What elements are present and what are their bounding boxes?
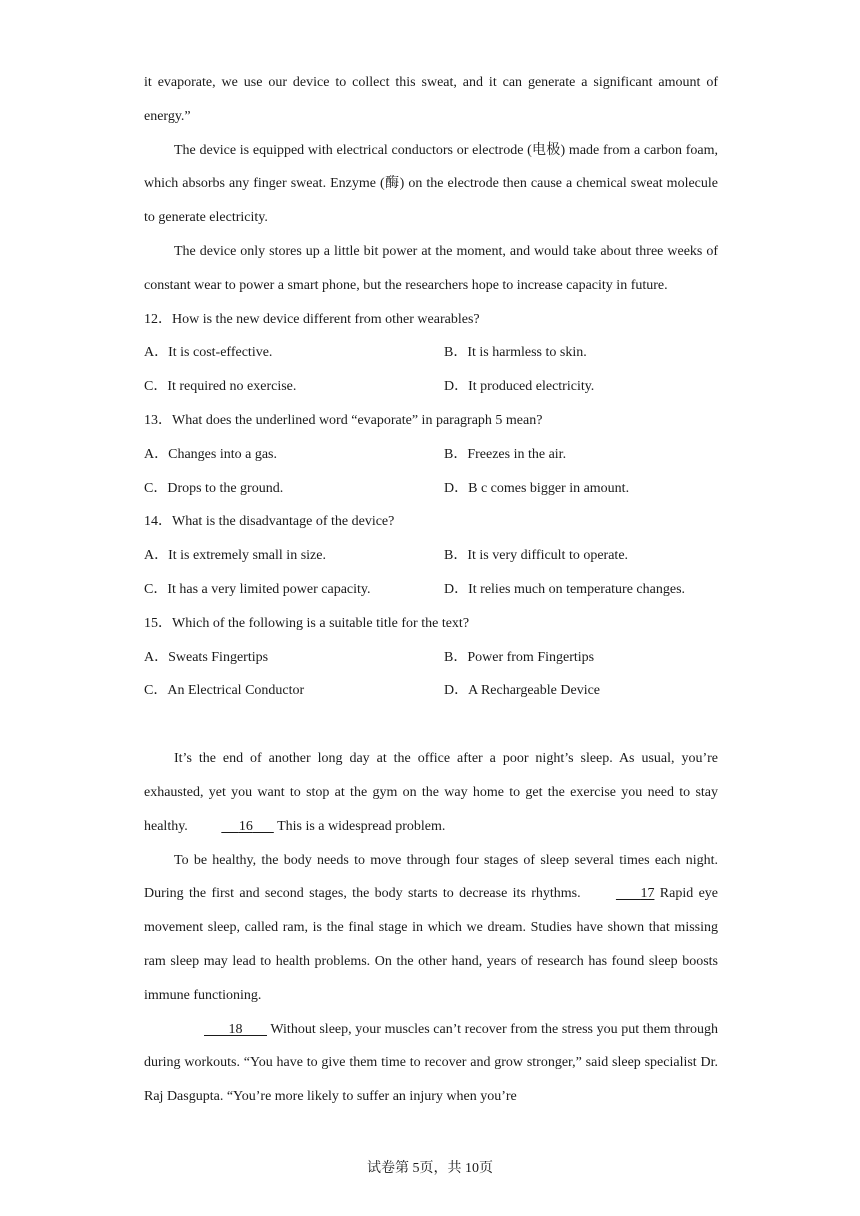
passage-text: It’s the end of another long day at the office after a poor night’s sleep. As usual, you’re exhausted, yet you want to stop at the gym on the way home to get the exercise you need to stay healthy. (144, 751, 718, 834)
option-c: C．It required no exercise. (144, 379, 297, 395)
page-footer: 试卷第 5页，共 10页 (367, 1161, 493, 1176)
blank-16[interactable] (191, 810, 274, 844)
question-options (144, 336, 718, 404)
page-content (144, 66, 718, 1114)
question-14 (144, 505, 718, 606)
option-b: B．Freezes in the air. (444, 446, 567, 462)
question-15 (144, 607, 718, 708)
passage-paragraph (144, 742, 718, 843)
option-a: A．Sweats Fingertips (144, 649, 269, 665)
question-13 (144, 404, 718, 505)
option-d: D．A Rechargeable Device (444, 683, 601, 699)
option-d: D．B c comes bigger in amount. (444, 480, 630, 496)
option-a: A．It is cost-effective. (144, 345, 273, 361)
question-stem: 12．How is the new device different from other wearables? (144, 311, 480, 327)
blank-18[interactable] (174, 1013, 267, 1047)
blank-number: 18 (228, 1021, 243, 1037)
option-c: C．Drops to the ground. (144, 480, 284, 496)
question-options (144, 641, 718, 709)
option-b: B．It is very difficult to operate. (444, 548, 629, 564)
passage-text: This is a widespread problem. (277, 818, 446, 834)
question-stem: 15．Which of the following is a suitable title for the text? (144, 615, 470, 631)
passage-paragraph (144, 1013, 718, 1114)
passage-paragraph (144, 235, 718, 303)
blank-number: 16 (238, 818, 253, 834)
passage-paragraph (144, 66, 718, 134)
blank-17[interactable] (586, 877, 655, 911)
option-b: B．It is harmless to skin. (444, 345, 587, 361)
question-stem: 13．What does the underlined word “evaporate” in paragraph 5 mean? (144, 412, 543, 428)
option-a: A．Changes into a gas. (144, 446, 277, 462)
passage-paragraph (144, 134, 718, 235)
option-d: D．It relies much on temperature changes. (444, 581, 686, 597)
option-d: D．It produced electricity. (444, 379, 595, 395)
passage-text: The device only stores up a little bit power at the moment, and would take about three weeks of constant wear to power a smart phone, but the researchers hope to increase capacity in future. (144, 243, 718, 293)
passage-text: Rapid eye movement sleep, called ram, is the final stage in which we dream. Studies have shown that missing ram sleep may lead to health problems. On the other hand, years of research has found sleep boosts immune functioning. (144, 886, 718, 1003)
question-12 (144, 303, 718, 404)
passage-text: Without sleep, your muscles can’t recover from the stress you put them through during workouts. “You have to give them time to recover and grow stronger,” said sleep specialist Dr. Raj Dasgupta. “You’re more likely to suffer an injury when you’re (144, 1021, 718, 1105)
option-c: C．It has a very limited power capacity. (144, 581, 371, 597)
question-options (144, 539, 718, 607)
blank-number: 17 (640, 886, 655, 902)
section-gap (144, 708, 718, 742)
passage-text: it evaporate, we use our device to collect this sweat, and it can generate a significant amount of energy.” (144, 75, 718, 124)
passage-text: To be healthy, the body needs to move through four stages of sleep several times each night. During the first and second stages, the body starts to decrease its rhythms. (144, 852, 718, 902)
option-c: C．An Electrical Conductor (144, 683, 305, 699)
option-b: B．Power from Fingertips (444, 649, 595, 665)
question-options (144, 438, 718, 506)
passage-text: The device is equipped with electrical conductors or electrode (电极) made from a carbon foam, which absorbs any finger sweat. Enzyme (酶) on the electrode then cause a chemical sweat molecule to generate electricity. (144, 142, 718, 226)
passage-paragraph (144, 844, 718, 1013)
option-a: A．It is extremely small in size. (144, 548, 326, 564)
question-stem: 14．What is the disadvantage of the device? (144, 514, 395, 530)
